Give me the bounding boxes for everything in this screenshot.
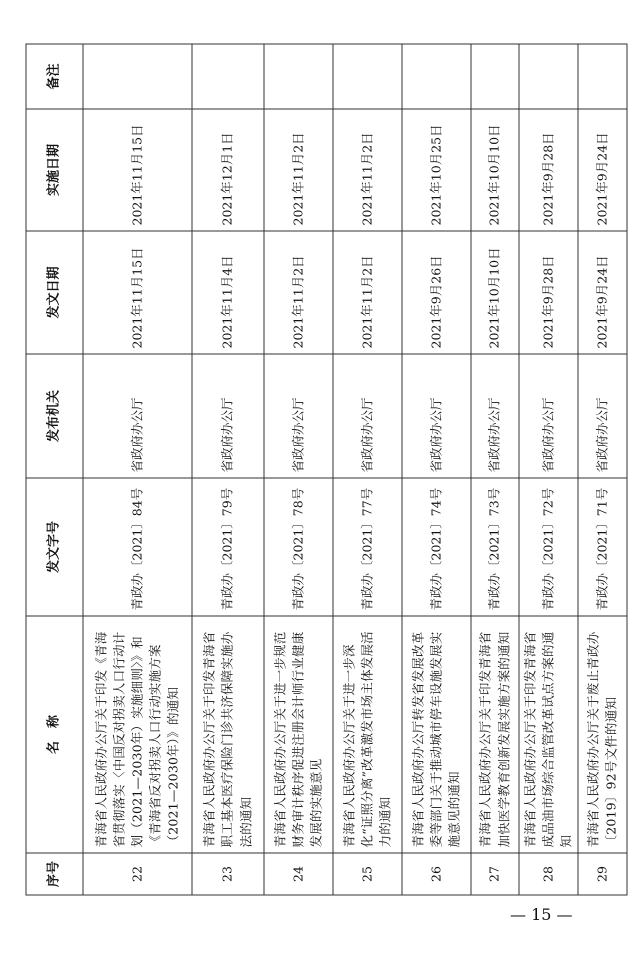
row-note [83, 44, 192, 109]
row-org: 省政府办公厅 [192, 354, 264, 478]
row-code: 青政办〔2021〕84号 [83, 478, 192, 616]
row-effective-date: 2021年9月28日 [519, 109, 578, 231]
row-org: 省政府办公厅 [83, 354, 192, 478]
row-name: 青海省人民政府办公厅关于印发《青海省贯彻落实〈中国反对拐卖人口行动计划（2021—2030年）实施细则〉》和《青海省反对拐卖人口行动实施方案（2021—2030年）》的通知 [83, 616, 192, 853]
row-code: 青政办〔2021〕78号 [264, 478, 333, 616]
row-name: 青海省人民政府办公厅关于印发青海省成品油市场综合监管改革试点方案的通知 [519, 616, 578, 853]
header-num: 序号 [26, 853, 83, 895]
row-org: 省政府办公厅 [578, 354, 627, 478]
row-code: 青政办〔2021〕72号 [519, 478, 578, 616]
page-number: — 15 — [510, 905, 573, 924]
row-issue-date: 2021年11月2日 [264, 231, 333, 354]
row-code: 青政办〔2021〕74号 [402, 478, 471, 616]
row-issue-date: 2021年11月2日 [333, 231, 402, 354]
row-note [192, 44, 264, 109]
row-num: 27 [471, 853, 519, 895]
table-row [519, 44, 578, 895]
row-code: 青政办〔2021〕71号 [578, 478, 627, 616]
header-effective-date: 实施日期 [26, 109, 83, 231]
row-issue-date: 2021年9月28日 [519, 231, 578, 354]
row-issue-date: 2021年11月4日 [192, 231, 264, 354]
table-row [471, 44, 519, 895]
row-num: 26 [402, 853, 471, 895]
row-note [402, 44, 471, 109]
row-issue-date: 2021年11月15日 [83, 231, 192, 354]
row-name: 青海省人民政府办公厅关于印发青海省加快医学教育创新发展实施方案的通知 [471, 616, 519, 853]
row-name: 青海省人民政府办公厅关于印发青海省职工基本医疗保险门诊共济保障实施办法的通知 [192, 616, 264, 853]
row-effective-date: 2021年9月24日 [578, 109, 627, 231]
table-row [83, 44, 192, 895]
row-num: 28 [519, 853, 578, 895]
row-name: 青海省人民政府办公厅关于进一步深化“证照分离”改革激发市场主体发展活力的通知 [333, 616, 402, 853]
row-name: 青海省人民政府办公厅关于废止青政办〔2019〕92号文件的通知 [578, 616, 627, 853]
row-note [264, 44, 333, 109]
row-code: 青政办〔2021〕77号 [333, 478, 402, 616]
row-issue-date: 2021年9月26日 [402, 231, 471, 354]
table-header-row [26, 44, 83, 895]
row-effective-date: 2021年10月10日 [471, 109, 519, 231]
row-num: 23 [192, 853, 264, 895]
header-name: 名 称 [26, 616, 83, 853]
row-org: 省政府办公厅 [519, 354, 578, 478]
row-code: 青政办〔2021〕73号 [471, 478, 519, 616]
row-effective-date: 2021年11月2日 [333, 109, 402, 231]
header-org: 发布机关 [26, 354, 83, 478]
table-row [402, 44, 471, 895]
header-code: 发文字号 [26, 478, 83, 616]
row-org: 省政府办公厅 [402, 354, 471, 478]
row-name: 青海省人民政府办公厅关于进一步规范财务审计秩序促进注册会计师行业健康发展的实施意见 [264, 616, 333, 853]
row-org: 省政府办公厅 [471, 354, 519, 478]
table-row [264, 44, 333, 895]
rotated-table-wrapper [26, 45, 619, 896]
row-num: 24 [264, 853, 333, 895]
row-note [519, 44, 578, 109]
table-row [192, 44, 264, 895]
row-name: 青海省人民政府办公厅转发省发展改革委等部门关于推动城市停车设施发展实施意见的通知 [402, 616, 471, 853]
row-num: 25 [333, 853, 402, 895]
row-note [578, 44, 627, 109]
row-effective-date: 2021年11月15日 [83, 109, 192, 231]
row-effective-date: 2021年10月25日 [402, 109, 471, 231]
row-num: 22 [83, 853, 192, 895]
regulations-table [26, 44, 628, 896]
row-effective-date: 2021年12月1日 [192, 109, 264, 231]
row-org: 省政府办公厅 [333, 354, 402, 478]
row-issue-date: 2021年10月10日 [471, 231, 519, 354]
table-row [578, 44, 627, 895]
row-note [333, 44, 402, 109]
table-row [333, 44, 402, 895]
row-effective-date: 2021年11月2日 [264, 109, 333, 231]
row-num: 29 [578, 853, 627, 895]
row-note [471, 44, 519, 109]
row-code: 青政办〔2021〕79号 [192, 478, 264, 616]
header-note: 备注 [26, 44, 83, 109]
header-issue-date: 发文日期 [26, 231, 83, 354]
row-org: 省政府办公厅 [264, 354, 333, 478]
row-issue-date: 2021年9月24日 [578, 231, 627, 354]
